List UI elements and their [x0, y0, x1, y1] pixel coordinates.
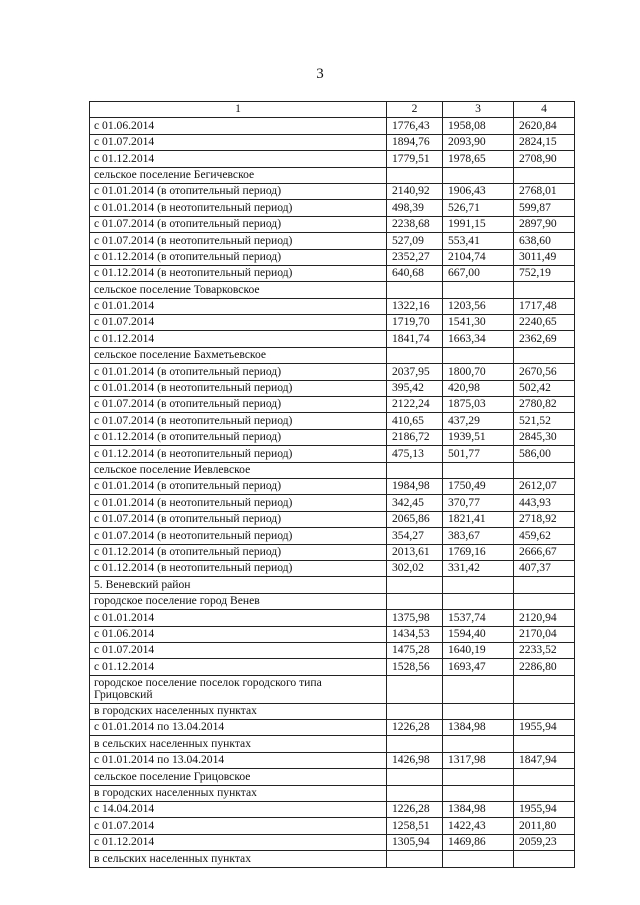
- value-cell-col3: 1317,98: [443, 752, 514, 768]
- value-cell-col2: 1258,51: [387, 818, 443, 834]
- value-cell-col2: 2140,92: [387, 183, 443, 199]
- value-cell-col3: [443, 593, 514, 609]
- value-cell-col3: 1800,70: [443, 364, 514, 380]
- row-label-cell: с 01.01.2014 по 13.04.2014: [90, 752, 387, 768]
- value-cell-col3: 1203,56: [443, 298, 514, 314]
- row-label-cell: с 01.01.2014 по 13.04.2014: [90, 720, 387, 736]
- value-cell-col3: 2093,90: [443, 134, 514, 150]
- value-cell-col4: 2718,92: [514, 511, 575, 527]
- value-cell-col3: [443, 675, 514, 703]
- value-cell-col2: 640,68: [387, 265, 443, 281]
- table-row: [90, 752, 575, 768]
- value-cell-col4: 2612,07: [514, 478, 575, 494]
- table-row: [90, 785, 575, 801]
- value-cell-col2: 2122,24: [387, 397, 443, 413]
- table-row: [90, 626, 575, 642]
- value-cell-col3: 553,41: [443, 233, 514, 249]
- table-row: [90, 544, 575, 560]
- value-cell-col3: 1693,47: [443, 659, 514, 675]
- row-label-cell: в сельских населенных пунктах: [90, 736, 387, 752]
- table-row: [90, 183, 575, 199]
- value-cell-col2: [387, 851, 443, 867]
- column-header-1: 1: [90, 102, 387, 118]
- row-label-cell: сельское поселение Грицовское: [90, 769, 387, 785]
- value-cell-col4: 638,60: [514, 233, 575, 249]
- value-cell-col2: 2037,95: [387, 364, 443, 380]
- row-label-cell: сельское поселение Бегичевское: [90, 167, 387, 183]
- value-cell-col4: 2708,90: [514, 151, 575, 167]
- table-row: [90, 265, 575, 281]
- value-cell-col4: 2670,56: [514, 364, 575, 380]
- row-label-cell: в городских населенных пунктах: [90, 703, 387, 719]
- table-row: [90, 331, 575, 347]
- value-cell-col4: [514, 703, 575, 719]
- value-cell-col2: 1375,98: [387, 610, 443, 626]
- value-cell-col4: 2768,01: [514, 183, 575, 199]
- value-cell-col3: [443, 785, 514, 801]
- value-cell-col2: 1528,56: [387, 659, 443, 675]
- table-row: [90, 446, 575, 462]
- row-label-cell: с 01.01.2014 (в отопительный период): [90, 364, 387, 380]
- column-header-2: 2: [387, 102, 443, 118]
- table-row: [90, 118, 575, 134]
- table-row: [90, 429, 575, 445]
- row-label-cell: с 01.12.2014 (в неотопительный период): [90, 265, 387, 281]
- value-cell-col2: [387, 703, 443, 719]
- value-cell-col4: 2170,04: [514, 626, 575, 642]
- row-label-cell: сельское поселение Иевлевское: [90, 462, 387, 478]
- row-label-cell: сельское поселение Товарковское: [90, 282, 387, 298]
- value-cell-col4: 407,37: [514, 560, 575, 576]
- value-cell-col4: [514, 785, 575, 801]
- value-cell-col2: [387, 577, 443, 593]
- value-cell-col2: 1305,94: [387, 834, 443, 850]
- row-label-cell: с 01.12.2014: [90, 834, 387, 850]
- value-cell-col4: [514, 347, 575, 363]
- value-cell-col3: 331,42: [443, 560, 514, 576]
- value-cell-col2: 1322,16: [387, 298, 443, 314]
- row-label-cell: с 01.12.2014: [90, 151, 387, 167]
- row-label-cell: с 01.07.2014 (в отопительный период): [90, 216, 387, 232]
- value-cell-col4: 3011,49: [514, 249, 575, 265]
- value-cell-col3: 1541,30: [443, 315, 514, 331]
- value-cell-col2: 1984,98: [387, 478, 443, 494]
- value-cell-col3: [443, 769, 514, 785]
- table-row: [90, 200, 575, 216]
- row-label-cell: с 01.12.2014 (в неотопительный период): [90, 446, 387, 462]
- value-cell-col2: 2065,86: [387, 511, 443, 527]
- row-label-cell: сельское поселение Бахметьевское: [90, 347, 387, 363]
- value-cell-col3: [443, 703, 514, 719]
- table-row: [90, 134, 575, 150]
- value-cell-col3: 1769,16: [443, 544, 514, 560]
- value-cell-col4: [514, 675, 575, 703]
- table-row: [90, 347, 575, 363]
- row-label-cell: с 01.12.2014: [90, 331, 387, 347]
- value-cell-col3: 1821,41: [443, 511, 514, 527]
- table-row: [90, 249, 575, 265]
- value-cell-col3: [443, 577, 514, 593]
- value-cell-col3: 420,98: [443, 380, 514, 396]
- table-row: [90, 528, 575, 544]
- value-cell-col2: [387, 167, 443, 183]
- row-label-cell: в городских населенных пунктах: [90, 785, 387, 801]
- value-cell-col2: 354,27: [387, 528, 443, 544]
- row-label-cell: с 01.12.2014 (в отопительный период): [90, 429, 387, 445]
- value-cell-col4: 1955,94: [514, 720, 575, 736]
- value-cell-col2: 2238,68: [387, 216, 443, 232]
- value-cell-col3: 383,67: [443, 528, 514, 544]
- table-header-row: [90, 102, 575, 118]
- value-cell-col2: 1226,28: [387, 720, 443, 736]
- value-cell-col4: [514, 167, 575, 183]
- value-cell-col4: 1847,94: [514, 752, 575, 768]
- row-label-cell: в сельских населенных пунктах: [90, 851, 387, 867]
- row-label-cell: с 14.04.2014: [90, 802, 387, 818]
- value-cell-col4: 2286,80: [514, 659, 575, 675]
- table-row: [90, 315, 575, 331]
- row-label-cell: с 01.01.2014 (в неотопительный период): [90, 200, 387, 216]
- value-cell-col3: [443, 282, 514, 298]
- value-cell-col4: 599,87: [514, 200, 575, 216]
- row-label-cell: с 01.07.2014 (в неотопительный период): [90, 233, 387, 249]
- value-cell-col2: 1719,70: [387, 315, 443, 331]
- value-cell-col2: 1434,53: [387, 626, 443, 642]
- value-cell-col2: 1475,28: [387, 642, 443, 658]
- value-cell-col3: 370,77: [443, 495, 514, 511]
- row-label-cell: с 01.07.2014 (в неотопительный период): [90, 528, 387, 544]
- row-label-cell: с 01.12.2014: [90, 659, 387, 675]
- value-cell-col2: 475,13: [387, 446, 443, 462]
- value-cell-col2: 302,02: [387, 560, 443, 576]
- table-row: [90, 593, 575, 609]
- table-row: [90, 364, 575, 380]
- row-label-cell: с 01.01.2014 (в отопительный период): [90, 478, 387, 494]
- row-label-cell: с 01.07.2014: [90, 642, 387, 658]
- value-cell-col2: 2352,27: [387, 249, 443, 265]
- value-cell-col4: 586,00: [514, 446, 575, 462]
- value-cell-col2: 1894,76: [387, 134, 443, 150]
- value-cell-col3: 1939,51: [443, 429, 514, 445]
- value-cell-col3: 1537,74: [443, 610, 514, 626]
- value-cell-col2: [387, 785, 443, 801]
- value-cell-col2: 2186,72: [387, 429, 443, 445]
- column-header-3: 3: [443, 102, 514, 118]
- value-cell-col4: 2897,90: [514, 216, 575, 232]
- table-row: [90, 511, 575, 527]
- page-number: 3: [316, 66, 324, 82]
- table-row: [90, 720, 575, 736]
- value-cell-col3: 1594,40: [443, 626, 514, 642]
- value-cell-col4: 2362,69: [514, 331, 575, 347]
- value-cell-col2: [387, 736, 443, 752]
- value-cell-col3: [443, 462, 514, 478]
- row-label-cell: с 01.01.2014 (в неотопительный период): [90, 495, 387, 511]
- value-cell-col2: [387, 347, 443, 363]
- row-label-cell: с 01.01.2014 (в неотопительный период): [90, 380, 387, 396]
- value-cell-col3: [443, 167, 514, 183]
- value-cell-col3: 2104,74: [443, 249, 514, 265]
- value-cell-col2: 1426,98: [387, 752, 443, 768]
- row-label-cell: с 01.12.2014 (в неотопительный период): [90, 560, 387, 576]
- value-cell-col2: 1779,51: [387, 151, 443, 167]
- value-cell-col4: 459,62: [514, 528, 575, 544]
- tariff-table: [89, 101, 575, 868]
- value-cell-col4: [514, 736, 575, 752]
- value-cell-col4: 2240,65: [514, 315, 575, 331]
- table-row: [90, 380, 575, 396]
- value-cell-col3: [443, 851, 514, 867]
- row-label-cell: с 01.12.2014 (в отопительный период): [90, 249, 387, 265]
- value-cell-col3: 526,71: [443, 200, 514, 216]
- row-label-cell: с 01.07.2014 (в отопительный период): [90, 511, 387, 527]
- table-row: [90, 495, 575, 511]
- row-label-cell: с 01.07.2014 (в отопительный период): [90, 397, 387, 413]
- table-row: [90, 560, 575, 576]
- row-label-cell: с 01.07.2014: [90, 818, 387, 834]
- value-cell-col4: 2780,82: [514, 397, 575, 413]
- table-row: [90, 642, 575, 658]
- table-row: [90, 659, 575, 675]
- value-cell-col2: 342,45: [387, 495, 443, 511]
- table-row: [90, 577, 575, 593]
- value-cell-col3: 667,00: [443, 265, 514, 281]
- value-cell-col4: 502,42: [514, 380, 575, 396]
- table-row: [90, 802, 575, 818]
- table-row: [90, 167, 575, 183]
- value-cell-col4: 2011,80: [514, 818, 575, 834]
- value-cell-col4: [514, 593, 575, 609]
- table-row: [90, 675, 575, 703]
- value-cell-col4: 521,52: [514, 413, 575, 429]
- table-row: [90, 703, 575, 719]
- value-cell-col2: 1776,43: [387, 118, 443, 134]
- value-cell-col4: 443,93: [514, 495, 575, 511]
- table-row: [90, 818, 575, 834]
- value-cell-col3: 501,77: [443, 446, 514, 462]
- value-cell-col2: [387, 593, 443, 609]
- value-cell-col2: [387, 675, 443, 703]
- value-cell-col3: 1750,49: [443, 478, 514, 494]
- column-header-4: 4: [514, 102, 575, 118]
- value-cell-col3: 1875,03: [443, 397, 514, 413]
- value-cell-col2: [387, 769, 443, 785]
- value-cell-col2: 410,65: [387, 413, 443, 429]
- value-cell-col3: [443, 347, 514, 363]
- value-cell-col4: 2666,67: [514, 544, 575, 560]
- table-row: [90, 462, 575, 478]
- value-cell-col3: [443, 736, 514, 752]
- value-cell-col2: [387, 282, 443, 298]
- table-row: [90, 216, 575, 232]
- table-row: [90, 851, 575, 867]
- value-cell-col2: 2013,61: [387, 544, 443, 560]
- value-cell-col3: 1469,86: [443, 834, 514, 850]
- value-cell-col4: 2059,23: [514, 834, 575, 850]
- table-row: [90, 413, 575, 429]
- value-cell-col2: 498,39: [387, 200, 443, 216]
- row-label-cell: с 01.06.2014: [90, 118, 387, 134]
- value-cell-col3: 1978,65: [443, 151, 514, 167]
- value-cell-col3: 1384,98: [443, 802, 514, 818]
- table-row: [90, 610, 575, 626]
- value-cell-col4: [514, 577, 575, 593]
- row-label-cell: с 01.12.2014 (в отопительный период): [90, 544, 387, 560]
- row-label-cell: 5. Веневский район: [90, 577, 387, 593]
- row-label-cell: с 01.06.2014: [90, 626, 387, 642]
- value-cell-col4: 2120,94: [514, 610, 575, 626]
- value-cell-col4: 2620,84: [514, 118, 575, 134]
- value-cell-col2: 395,42: [387, 380, 443, 396]
- table-row: [90, 298, 575, 314]
- value-cell-col3: 437,29: [443, 413, 514, 429]
- row-label-cell: с 01.07.2014: [90, 315, 387, 331]
- value-cell-col2: 527,09: [387, 233, 443, 249]
- value-cell-col4: 2845,30: [514, 429, 575, 445]
- value-cell-col3: 1991,15: [443, 216, 514, 232]
- value-cell-col4: 1717,48: [514, 298, 575, 314]
- table-row: [90, 834, 575, 850]
- row-label-cell: городское поселение поселок городского типа Грицовский: [90, 675, 387, 703]
- value-cell-col4: 2824,15: [514, 134, 575, 150]
- row-label-cell: городское поселение город Венев: [90, 593, 387, 609]
- value-cell-col2: 1841,74: [387, 331, 443, 347]
- value-cell-col4: [514, 851, 575, 867]
- row-label-cell: с 01.01.2014 (в отопительный период): [90, 183, 387, 199]
- value-cell-col3: 1958,08: [443, 118, 514, 134]
- value-cell-col3: 1663,34: [443, 331, 514, 347]
- value-cell-col4: 1955,94: [514, 802, 575, 818]
- value-cell-col4: 752,19: [514, 265, 575, 281]
- table-body: [90, 118, 575, 867]
- value-cell-col2: 1226,28: [387, 802, 443, 818]
- table-row: [90, 151, 575, 167]
- row-label-cell: с 01.01.2014: [90, 298, 387, 314]
- value-cell-col3: 1422,43: [443, 818, 514, 834]
- value-cell-col4: [514, 282, 575, 298]
- row-label-cell: с 01.01.2014: [90, 610, 387, 626]
- value-cell-col3: 1384,98: [443, 720, 514, 736]
- value-cell-col4: [514, 769, 575, 785]
- value-cell-col4: [514, 462, 575, 478]
- table-row: [90, 233, 575, 249]
- value-cell-col4: 2233,52: [514, 642, 575, 658]
- table-row: [90, 736, 575, 752]
- table-row: [90, 478, 575, 494]
- row-label-cell: с 01.07.2014: [90, 134, 387, 150]
- row-label-cell: с 01.07.2014 (в неотопительный период): [90, 413, 387, 429]
- value-cell-col3: 1640,19: [443, 642, 514, 658]
- table-row: [90, 769, 575, 785]
- table-row: [90, 397, 575, 413]
- value-cell-col3: 1906,43: [443, 183, 514, 199]
- table-row: [90, 282, 575, 298]
- value-cell-col2: [387, 462, 443, 478]
